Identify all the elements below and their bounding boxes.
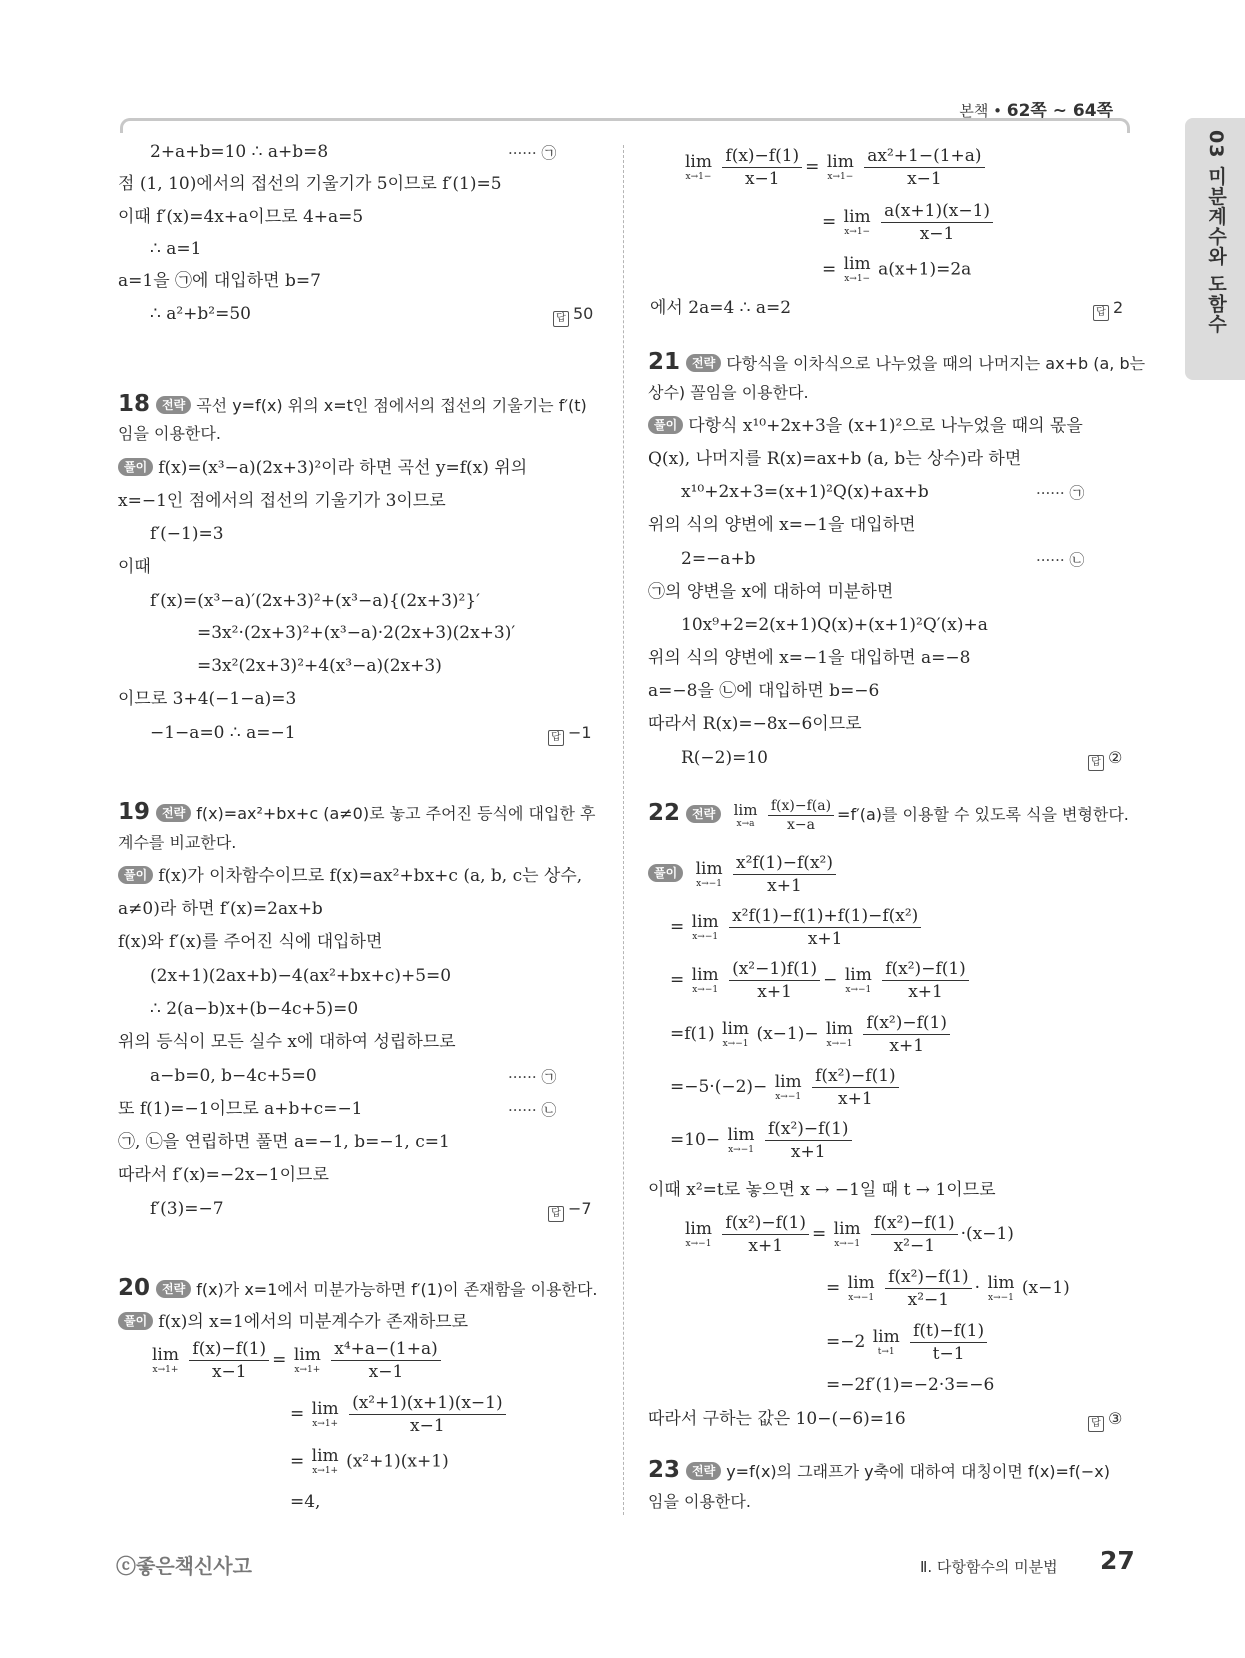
limit-word: lim bbox=[691, 964, 719, 985]
limit bbox=[311, 1398, 339, 1429]
limit-subscript: x→a bbox=[736, 818, 755, 829]
answer-icon: 답 bbox=[548, 1206, 564, 1222]
text-line: ∴ 2(a−b)x+(b−4c+5)=0 bbox=[150, 999, 359, 1019]
limit bbox=[847, 1272, 875, 1303]
limit-subscript: x→−1 bbox=[692, 984, 719, 995]
text-line: =3x²·(2x+3)²+(x³−a)·2(2x+3)(2x+3)′ bbox=[197, 623, 516, 643]
limit bbox=[685, 1218, 712, 1249]
limit bbox=[691, 964, 719, 995]
limit-word: lim bbox=[774, 1071, 802, 1092]
math-line: = lim x→−1 $\frac{\text{f(x²)−f(1)}}{\text{x²−1}}$ · lim x→−1 (x−1) bbox=[826, 1267, 1070, 1310]
text-line: 이때 bbox=[118, 557, 151, 577]
math-line bbox=[670, 1118, 855, 1163]
problem-number: 18 bbox=[118, 391, 151, 417]
top-rule bbox=[120, 118, 1130, 133]
numerator: f(x²)−f(1) bbox=[765, 1118, 852, 1141]
text-line: 이므로 3+4(−1−a)=3 bbox=[118, 689, 297, 709]
denominator: x+1 bbox=[889, 1036, 925, 1056]
text-line: 따라서 R(x)=−8x−6이므로 bbox=[648, 714, 862, 734]
fraction bbox=[729, 958, 820, 1003]
answer-icon: 답 bbox=[553, 311, 569, 327]
numerator: (x²−1)f(1) bbox=[729, 958, 820, 981]
limit-subscript: x→1− bbox=[685, 171, 712, 182]
solution-line bbox=[118, 456, 527, 480]
strategy-tag: 전략 bbox=[686, 1462, 721, 1480]
limit bbox=[685, 151, 712, 182]
limit-subscript: t→1 bbox=[877, 1346, 895, 1357]
math-line bbox=[648, 852, 839, 897]
text-line: a≠0)라 하면 f′(x)=2ax+b bbox=[118, 899, 323, 919]
limit-word: lim bbox=[722, 1018, 750, 1039]
text-line: 이때 f′(x)=4x+a이므로 4+a=5 bbox=[118, 207, 364, 227]
limit-subscript: x→1− bbox=[844, 226, 871, 237]
limit-subscript: x→−1 bbox=[696, 878, 723, 889]
column-divider bbox=[623, 145, 624, 1515]
denominator: x−1 bbox=[744, 169, 780, 189]
limit-subscript: x→−1 bbox=[826, 1038, 853, 1049]
solution-tag: 풀이 bbox=[118, 866, 153, 884]
limit bbox=[695, 858, 723, 889]
limit bbox=[722, 1018, 750, 1049]
numerator: ax²+1−(1+a) bbox=[864, 145, 984, 168]
math-line: lim x→1− $\frac{f(x)-f(1)}{x-1}$ = lim x→1− $\frac{\text{ax²+1−(1+a)}}{x-1}$ bbox=[683, 145, 988, 190]
numerator: f(x²)−f(1) bbox=[812, 1065, 899, 1088]
answer bbox=[1093, 298, 1123, 321]
fraction bbox=[882, 958, 969, 1003]
fraction bbox=[765, 1118, 852, 1163]
solution-text: f(x)=(x³−a)(2x+3)²이라 하면 곡선 y=f(x) 위의 bbox=[158, 458, 528, 478]
denominator: x²−1 bbox=[907, 1290, 950, 1310]
text-line: 점 (1, 10)에서의 접선의 기울기가 5이므로 f′(1)=5 bbox=[118, 174, 502, 194]
answer-value: ③ bbox=[1108, 1409, 1123, 1428]
problem-heading bbox=[118, 1276, 598, 1302]
strategy-text: y=f(x)의 그래프가 y축에 대하여 대칭이면 f(x)=f(−x) bbox=[726, 1462, 1110, 1481]
text-line: x¹⁰+2x+3=(x+1)²Q(x)+ax+b bbox=[681, 482, 929, 502]
math-line: lim x→1+ $\frac{f(x)-f(1)}{x-1}$ = lim x→1+ $\frac{\text{x⁴+a−(1+a)}}{x-1}$ bbox=[150, 1338, 444, 1383]
limit-word: lim bbox=[847, 1272, 875, 1293]
numerator: (x²+1)(x+1)(x−1) bbox=[349, 1392, 506, 1415]
fraction bbox=[863, 1012, 950, 1057]
problem-number: 19 bbox=[118, 799, 151, 825]
text-line: =4, bbox=[290, 1492, 321, 1512]
limit-subscript: x→1+ bbox=[294, 1364, 321, 1375]
solution-text: f(x)가 이차함수이므로 f(x)=ax²+bx+c (a, b, c는 상수, bbox=[158, 866, 583, 886]
problem-number: 20 bbox=[118, 1275, 151, 1301]
strategy-text: 상수) 꼴임을 이용한다. bbox=[648, 383, 809, 402]
answer bbox=[548, 723, 592, 746]
text-line: a=−8을 ㉡에 대입하면 b=−6 bbox=[648, 681, 880, 701]
equation-marker: ······ ㉡ bbox=[508, 1101, 557, 1119]
fraction bbox=[871, 1212, 958, 1257]
denominator: x−1 bbox=[919, 224, 955, 244]
text-line: (2x+1)(2ax+b)−4(ax²+bx+c)+5=0 bbox=[150, 966, 452, 986]
text-line: f′(−1)=3 bbox=[150, 524, 224, 544]
problem-number: 22 bbox=[648, 800, 681, 826]
numerator: a(x+1)(x−1) bbox=[881, 200, 993, 223]
limit-word: lim bbox=[311, 1446, 339, 1466]
solution-line bbox=[118, 1310, 468, 1334]
solution-text: f(x)의 x=1에서의 미분계수가 존재하므로 bbox=[158, 1312, 469, 1332]
limit bbox=[312, 1448, 339, 1476]
text-line: f′(x)=(x³−a)′(2x+3)²+(x³−a){(2x+3)²}′ bbox=[150, 591, 481, 611]
strategy-text: 다항식을 이차식으로 나누었을 때의 나머지는 ax+b (a, b는 bbox=[726, 354, 1146, 373]
limit bbox=[727, 1124, 755, 1155]
answer-value: 50 bbox=[573, 304, 594, 323]
limit bbox=[152, 1344, 179, 1375]
expression: =f(1) bbox=[670, 1024, 715, 1044]
limit bbox=[826, 1018, 853, 1049]
solution-text: 다항식 x¹⁰+2x+3을 (x+1)²으로 나누었을 때의 몫을 bbox=[688, 416, 1083, 436]
strategy-text: 임을 이용한다. bbox=[118, 424, 221, 443]
problem-heading bbox=[118, 392, 587, 418]
numerator: f(x²)−f(1) bbox=[722, 1212, 809, 1235]
denominator: x+1 bbox=[807, 929, 843, 949]
numerator: f(x²)−f(1) bbox=[863, 1012, 950, 1035]
math-line: = lim x→−1 $\frac{\text{x²f(1)−f(1)+f(1)−f(x²)}}{x+1}$ bbox=[670, 905, 924, 950]
text-line: 위의 식의 양변에 x=−1을 대입하면 a=−8 bbox=[648, 648, 971, 668]
text-line: 따라서 구하는 값은 10−(−6)=16 bbox=[648, 1409, 906, 1429]
problem-heading bbox=[118, 800, 595, 826]
numerator: f(t)−f(1) bbox=[910, 1320, 987, 1343]
numerator: x²f(1)−f(x²) bbox=[733, 852, 836, 875]
limit bbox=[833, 1218, 861, 1249]
numerator: f(x²)−f(1) bbox=[871, 1212, 958, 1235]
math-line: lim x→−1 $\frac{\text{f(x²)−f(1)}}{x+1}$ = lim x→−1 $\frac{\text{f(x²)−f(1)}}{\text{x²−1}}$ ·(x−1) bbox=[685, 1213, 1014, 1256]
text-line: ㉠의 양변을 x에 대하여 미분하면 bbox=[648, 582, 894, 602]
strategy-tag: 전략 bbox=[686, 805, 721, 823]
limit-word: lim bbox=[691, 911, 719, 932]
limit-subscript: x→1− bbox=[844, 274, 871, 284]
math-line: = lim x→1− $\frac{a(x+1)(x-1)}{x-1}$ bbox=[822, 200, 996, 245]
limit-subscript: x→1− bbox=[827, 171, 854, 182]
limit bbox=[844, 964, 872, 995]
text-line: ㉠, ㉡을 연립하면 풀면 a=−1, b=−1, c=1 bbox=[118, 1132, 450, 1152]
limit-subscript: x→−1 bbox=[685, 1238, 712, 1249]
text-line: x=−1인 점에서의 접선의 기울기가 3이므로 bbox=[118, 491, 446, 511]
limit-word: lim bbox=[293, 1344, 321, 1365]
numerator: f(x²)−f(1) bbox=[882, 958, 969, 981]
strategy-text: 임을 이용한다. bbox=[648, 1492, 751, 1511]
solution-line bbox=[648, 414, 1083, 438]
answer bbox=[1088, 1409, 1122, 1432]
fraction bbox=[881, 200, 993, 245]
strategy-text: =f′(a)를 이용할 수 있도록 식을 변형한다. bbox=[837, 805, 1129, 824]
problem-heading bbox=[648, 350, 1145, 376]
expression: =10− bbox=[670, 1130, 721, 1150]
text-line: 또 f(1)=−1이므로 a+b+c=−1 bbox=[118, 1099, 363, 1119]
limit-word: lim bbox=[311, 1398, 339, 1419]
answer bbox=[548, 1199, 592, 1222]
denominator: x+1 bbox=[767, 876, 802, 896]
limit bbox=[843, 206, 871, 237]
text-line: =3x²(2x+3)²+4(x³−a)(2x+3) bbox=[197, 656, 442, 676]
expression: a(x+1)=2a bbox=[878, 259, 972, 280]
expression: (x²+1)(x+1) bbox=[346, 1451, 449, 1472]
fraction bbox=[722, 145, 802, 190]
page-reference-prefix: 본책 • bbox=[959, 102, 1002, 120]
limit-subscript: x→−1 bbox=[722, 1038, 749, 1049]
strategy-tag: 전략 bbox=[156, 1280, 191, 1298]
page-reference-range: 62쪽 ~ 64쪽 bbox=[1006, 101, 1113, 121]
limit-word: lim bbox=[844, 964, 872, 985]
limit-word: lim bbox=[826, 151, 854, 172]
denominator: x+1 bbox=[748, 1236, 784, 1256]
chapter-tab-label: 03 미분계수와 도함수 bbox=[1205, 130, 1227, 334]
numerator: f(x)−f(a) bbox=[768, 797, 834, 816]
strategy-text: f(x)=ax²+bx+c (a≠0)로 놓고 주어진 등식에 대입한 후 bbox=[196, 804, 596, 823]
text-line: ∴ a²+b²=50 bbox=[150, 304, 251, 324]
numerator: f(x²)−f(1) bbox=[885, 1266, 972, 1289]
fraction bbox=[885, 1266, 972, 1311]
publisher-logo: ⓒ좋은책신사고 bbox=[116, 1554, 252, 1578]
limit bbox=[987, 1272, 1015, 1303]
denominator: x+1 bbox=[790, 1142, 826, 1162]
limit bbox=[293, 1344, 321, 1375]
answer-icon: 답 bbox=[1088, 1416, 1104, 1432]
limit-word: lim bbox=[872, 1326, 900, 1347]
text-line: 10x⁹+2=2(x+1)Q(x)+(x+1)²Q′(x)+a bbox=[681, 615, 988, 635]
limit-word: lim bbox=[685, 1218, 712, 1239]
denominator: x−1 bbox=[410, 1416, 445, 1436]
numerator: x⁴+a−(1+a) bbox=[331, 1338, 441, 1361]
text-line: 이때 x²=t로 놓으면 x → −1일 때 t → 1이므로 bbox=[648, 1180, 996, 1200]
solution-tag: 풀이 bbox=[648, 416, 683, 434]
answer bbox=[1088, 748, 1122, 771]
answer bbox=[553, 304, 593, 327]
strategy-text: 계수를 비교한다. bbox=[118, 833, 237, 852]
math-line: = lim x→−1 $\frac{\text{(x²−1)f(1)}}{x+1}$ − lim x→−1 $\frac{\text{f(x²)−f(1)}}{x+1}$ bbox=[670, 958, 972, 1003]
expression: ·(x−1) bbox=[960, 1224, 1014, 1244]
math-line: = lim x→1+ $\frac{\text{(x²+1)(x+1)(x−1)}}{x-1}$ bbox=[290, 1392, 509, 1437]
limit-word: lim bbox=[987, 1272, 1015, 1293]
problem-heading bbox=[648, 1458, 1110, 1484]
strategy-tag: 전략 bbox=[156, 804, 191, 822]
fraction bbox=[349, 1392, 506, 1437]
expression: (x−1)− bbox=[756, 1024, 819, 1044]
limit-subscript: x→−1 bbox=[845, 984, 872, 995]
text-line: 위의 식의 양변에 x=−1을 대입하면 bbox=[648, 515, 916, 535]
limit-subscript: x→1+ bbox=[152, 1364, 179, 1375]
limit-word: lim bbox=[685, 151, 712, 172]
problem-heading bbox=[648, 797, 1129, 834]
limit-word: lim bbox=[843, 254, 871, 274]
answer-value: −7 bbox=[568, 1199, 592, 1218]
limit bbox=[691, 911, 719, 942]
equation-marker: ······ ㉠ bbox=[1036, 484, 1085, 502]
solution-tag: 풀이 bbox=[118, 458, 153, 476]
limit bbox=[733, 800, 758, 829]
text-line: Q(x), 나머지를 R(x)=ax+b (a, b는 상수)라 하면 bbox=[648, 449, 1022, 469]
solution-tag: 풀이 bbox=[118, 1312, 153, 1330]
denominator: x²−1 bbox=[893, 1236, 936, 1256]
fraction bbox=[768, 797, 834, 834]
limit bbox=[844, 256, 871, 284]
limit-subscript: x→−1 bbox=[692, 931, 719, 942]
limit bbox=[826, 151, 854, 182]
math-line bbox=[670, 1012, 953, 1057]
fraction bbox=[722, 1212, 809, 1257]
text-line: 에서 2a=4 ∴ a=2 bbox=[650, 298, 792, 318]
fraction bbox=[910, 1320, 987, 1365]
denominator: x+1 bbox=[838, 1089, 873, 1109]
fraction bbox=[331, 1338, 441, 1383]
page-number: 27 bbox=[1100, 1546, 1135, 1575]
limit bbox=[774, 1071, 802, 1102]
expression: =−5·(−2)− bbox=[670, 1077, 768, 1097]
problem-number: 21 bbox=[648, 349, 681, 375]
text-line: 위의 등식이 모든 실수 x에 대하여 성립하므로 bbox=[118, 1032, 456, 1052]
limit-word: lim bbox=[733, 800, 758, 819]
numerator: f(x)−f(1) bbox=[189, 1338, 269, 1361]
denominator: x+1 bbox=[757, 982, 792, 1002]
limit bbox=[872, 1326, 900, 1357]
answer-icon: 답 bbox=[1093, 305, 1109, 321]
chapter-tab bbox=[1185, 118, 1245, 380]
denominator: t−1 bbox=[932, 1344, 965, 1364]
equation-marker: ······ ㉡ bbox=[1036, 551, 1085, 569]
numerator: x²f(1)−f(1)+f(1)−f(x²) bbox=[729, 905, 921, 928]
denominator: x−1 bbox=[907, 169, 942, 189]
limit-word: lim bbox=[727, 1124, 755, 1145]
equation-marker: ······ ㉠ bbox=[508, 144, 557, 162]
expression: =−2 bbox=[826, 1332, 866, 1352]
math-line bbox=[670, 1065, 902, 1110]
math-line: = lim x→1− a(x+1)=2a bbox=[822, 254, 972, 284]
limit-word: lim bbox=[843, 206, 871, 227]
text-line: R(−2)=10 bbox=[681, 748, 769, 768]
answer-value: ② bbox=[1108, 748, 1123, 767]
denominator: x+1 bbox=[908, 982, 943, 1002]
answer-value: −1 bbox=[568, 723, 592, 742]
math-line: = lim x→1+ (x²+1)(x+1) bbox=[290, 1446, 449, 1476]
fraction bbox=[864, 145, 984, 190]
solution-line bbox=[118, 864, 582, 888]
denominator: x−a bbox=[786, 817, 815, 833]
text-line: −1−a=0 ∴ a=−1 bbox=[150, 723, 296, 743]
text-line: a−b=0, b−4c+5=0 bbox=[150, 1066, 317, 1086]
text-line: 2+a+b=10 ∴ a+b=8 bbox=[150, 142, 329, 162]
section-title: Ⅱ. 다항함수의 미분법 bbox=[920, 1558, 1058, 1576]
text-line: a=1을 ㉠에 대입하면 b=7 bbox=[118, 271, 321, 291]
expression: (x−1) bbox=[1021, 1278, 1070, 1298]
strategy-tag: 전략 bbox=[156, 396, 191, 414]
limit-subscript: x→−1 bbox=[834, 1238, 861, 1249]
limit-word: lim bbox=[152, 1344, 179, 1365]
answer-icon: 답 bbox=[1088, 755, 1104, 771]
text-line: f(x)와 f′(x)를 주어진 식에 대입하면 bbox=[118, 932, 383, 952]
fraction bbox=[733, 852, 836, 897]
fraction bbox=[189, 1338, 269, 1383]
limit-word: lim bbox=[833, 1218, 861, 1239]
text-line: f′(3)=−7 bbox=[150, 1199, 224, 1219]
text-line: 2=−a+b bbox=[681, 549, 756, 569]
text-line: 따라서 f′(x)=−2x−1이므로 bbox=[118, 1165, 329, 1185]
limit-subscript: x→1+ bbox=[312, 1466, 339, 1476]
text-line: =−2f′(1)=−2·3=−6 bbox=[826, 1375, 995, 1395]
answer-icon: 답 bbox=[548, 730, 564, 746]
text-line: ∴ a=1 bbox=[150, 239, 202, 259]
answer-value: 2 bbox=[1113, 298, 1124, 317]
limit-subscript: x→1+ bbox=[312, 1418, 339, 1429]
limit-word: lim bbox=[826, 1018, 853, 1039]
equation-marker: ······ ㉠ bbox=[508, 1068, 557, 1086]
denominator: x−1 bbox=[211, 1362, 247, 1382]
fraction bbox=[812, 1065, 899, 1110]
strategy-text: f(x)가 x=1에서 미분가능하면 f′(1)이 존재함을 이용한다. bbox=[196, 1280, 598, 1299]
problem-number: 23 bbox=[648, 1457, 681, 1483]
fraction bbox=[729, 905, 921, 950]
limit-subscript: x→−1 bbox=[728, 1144, 754, 1155]
strategy-text: 곡선 y=f(x) 위의 x=t인 점에서의 접선의 기울기는 f′(t) bbox=[196, 396, 587, 415]
strategy-tag: 전략 bbox=[686, 354, 721, 372]
denominator: x−1 bbox=[368, 1362, 404, 1382]
solution-tag: 풀이 bbox=[648, 864, 683, 882]
limit-subscript: x→−1 bbox=[848, 1292, 875, 1303]
limit-subscript: x→−1 bbox=[775, 1091, 802, 1102]
limit-word: lim bbox=[695, 858, 723, 879]
math-line bbox=[826, 1320, 990, 1365]
numerator: f(x)−f(1) bbox=[722, 145, 802, 168]
limit-subscript: x→−1 bbox=[988, 1292, 1014, 1303]
